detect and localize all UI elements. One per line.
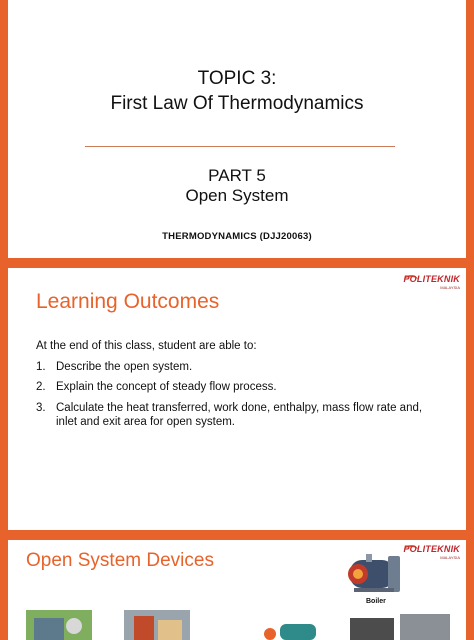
logo-tagline: MALAYSIA: [440, 555, 460, 560]
part-label: PART 5: [208, 166, 266, 185]
device-image: [258, 610, 324, 640]
list-item: [36, 360, 436, 374]
politeknik-logo: [404, 542, 460, 564]
device-image: [124, 610, 190, 640]
list-text: Describe the open system.: [56, 361, 193, 373]
intro-text: At the end of this class, student are able to:: [36, 340, 257, 352]
part-title: Open System: [185, 186, 289, 205]
device-image: [344, 610, 454, 640]
open-system-devices-slide: [8, 540, 466, 640]
course-code: THERMODYNAMICS (DJJ20063): [162, 231, 312, 242]
politeknik-logo: [404, 272, 460, 294]
list-text: Explain the concept of steady flow process.: [56, 381, 277, 393]
list-number: 2.: [36, 381, 46, 393]
list-item: [36, 380, 436, 394]
logo-brand: POLITEKNIK: [403, 274, 460, 284]
title-slide: [8, 0, 466, 258]
list-text: Calculate the heat transferred, work done, enthalpy, mass flow rate and, inlet and exit area for open system.: [56, 402, 423, 428]
list-item: [36, 401, 436, 429]
topic-number: TOPIC 3:: [197, 68, 277, 89]
boiler-label: Boiler: [366, 598, 386, 605]
title-divider: [85, 146, 395, 147]
boiler-image: [344, 550, 408, 598]
slide-title: Learning Outcomes: [36, 290, 220, 313]
logo-brand: POLITEKNIK: [403, 544, 460, 554]
learning-outcomes-slide: [8, 268, 466, 530]
device-image: [26, 610, 92, 640]
list-number: 3.: [36, 402, 46, 414]
logo-tagline: MALAYSIA: [440, 285, 460, 290]
slide-title: Open System Devices: [26, 550, 214, 571]
list-number: 1.: [36, 361, 46, 373]
topic-title: First Law Of Thermodynamics: [110, 93, 364, 114]
